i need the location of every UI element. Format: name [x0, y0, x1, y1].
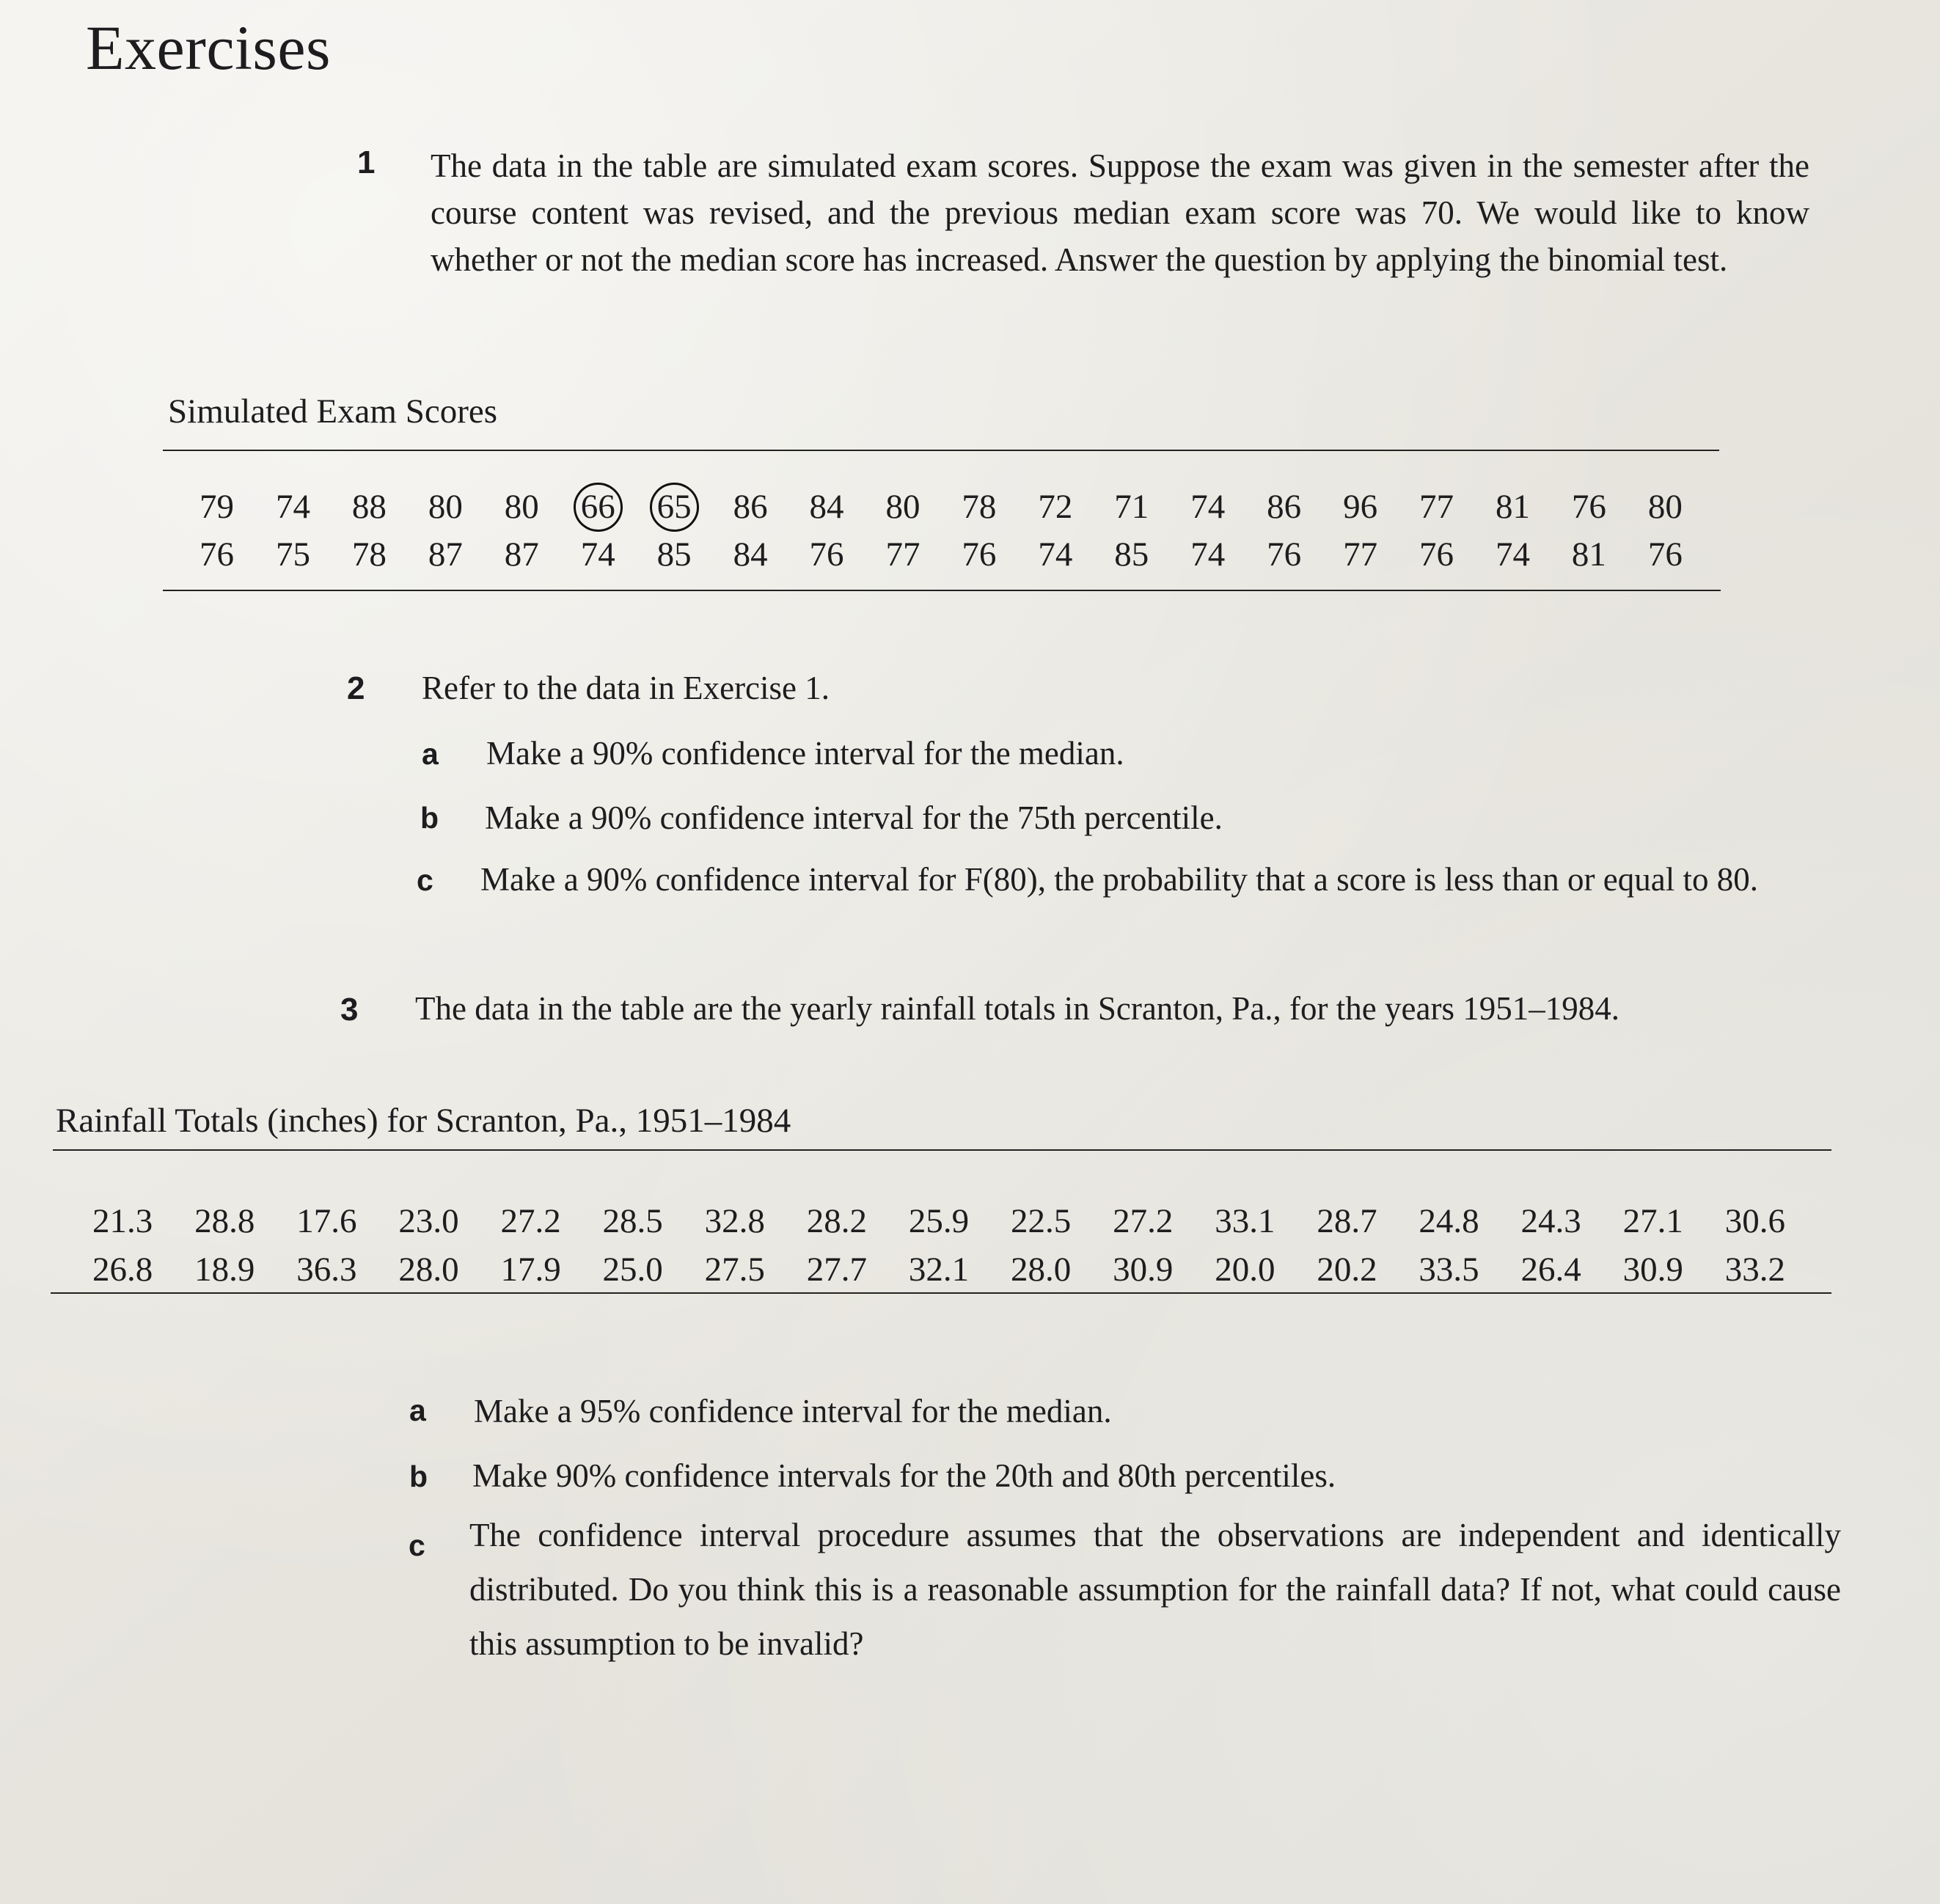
rainfall-cell: 28.8	[194, 1202, 255, 1240]
exam-scores-row-1	[200, 490, 1683, 524]
exercise-3-item-b-label: b	[409, 1460, 428, 1493]
exam-score-cell: 72	[1038, 488, 1073, 526]
exercise-2-item-a-label: a	[422, 737, 439, 771]
exam-score-cell: 74	[580, 535, 615, 574]
exam-score-cell: 79	[200, 488, 234, 526]
exercise-3-item-a-label: a	[409, 1394, 426, 1427]
rainfall-table-title: Rainfall Totals (inches) for Scranton, Pa., 1951–1984	[56, 1102, 791, 1140]
circled-exam-score-65: 65	[656, 488, 692, 526]
exam-scores-row-2	[200, 535, 1683, 574]
exam-score-cell: 76	[1419, 535, 1454, 574]
exercise-3-item-c-text: The confidence interval procedure assumes that the observations are independent and identically distributed. Do you think this is a reasonable assumption for the rainfall data? If not, what could cause this assumption to be invalid?	[469, 1517, 1841, 1662]
rainfall-cell: 25.9	[908, 1202, 970, 1240]
exercise-2-item-a-text: Make a 90% confidence interval for the median.	[486, 735, 1124, 772]
exam-score-cell: 78	[351, 535, 387, 574]
exam-score-cell: 80	[885, 488, 920, 526]
rainfall-cell: 26.8	[92, 1251, 153, 1289]
rainfall-cell: 27.2	[1113, 1202, 1174, 1240]
rainfall-cell: 32.1	[908, 1251, 970, 1289]
rainfall-cell: 30.9	[1622, 1251, 1683, 1289]
exam-score-cell: 80	[428, 488, 463, 526]
exercise-2-item-b-text: Make a 90% confidence interval for the 75th percentile.	[485, 799, 1223, 836]
exam-score-cell: 74	[1495, 535, 1530, 574]
exam-score-cell: 78	[962, 488, 997, 526]
exam-score-cell: 81	[1495, 488, 1530, 526]
page-title: Exercises	[86, 12, 332, 83]
exercise-3-item-b-text: Make 90% confidence intervals for the 20th and 80th percentiles.	[472, 1457, 1336, 1494]
rainfall-cell: 33.2	[1724, 1251, 1785, 1289]
exam-score-cell: 77	[1343, 535, 1378, 574]
rainfall-cell: 27.1	[1622, 1202, 1683, 1240]
exam-score-cell: 80	[1647, 488, 1683, 526]
rainfall-cell: 33.1	[1215, 1202, 1275, 1240]
rainfall-cell: 30.6	[1724, 1202, 1785, 1240]
rainfall-cell: 27.5	[704, 1251, 765, 1289]
exercise-1-text: The data in the table are simulated exam scores. Suppose the exam was given in the semester after the course content was revised, and the previous median exam score was 70. We would like to know whether or not the median score has increased. Answer the question by applying the binomial test.	[431, 147, 1809, 278]
rainfall-cell: 22.5	[1010, 1202, 1072, 1240]
exam-score-cell: 84	[809, 488, 844, 526]
rainfall-cell: 17.6	[296, 1202, 357, 1240]
exam-score-cell: 85	[656, 535, 692, 574]
rainfall-cell: 36.3	[296, 1251, 357, 1289]
exam-score-cell: 74	[1190, 488, 1226, 526]
exam-score-cell: 80	[504, 488, 539, 526]
rainfall-cell: 28.2	[806, 1202, 868, 1240]
exercise-2-item-c-text: Make a 90% confidence interval for F(80), the probability that a score is less than or equal to 80.	[480, 861, 1758, 898]
exercise-2-item-b-label: b	[420, 801, 439, 835]
exam-score-cell: 81	[1571, 535, 1606, 574]
exam-score-cell: 96	[1343, 488, 1378, 526]
rainfall-cell: 32.8	[704, 1202, 765, 1240]
exam-score-cell: 84	[733, 535, 768, 574]
exam-score-cell: 76	[809, 535, 844, 574]
exam-score-cell: 76	[1267, 535, 1302, 574]
rainfall-top-rule	[53, 1149, 1831, 1151]
exam-score-cell: 76	[962, 535, 997, 574]
rainfall-cell: 23.0	[398, 1202, 459, 1240]
exam-score-cell: 87	[428, 535, 463, 574]
exam-score-cell: 76	[200, 535, 234, 574]
rainfall-table	[92, 1204, 1785, 1287]
exam-score-cell: 71	[1114, 488, 1149, 526]
exam-scores-table-title: Simulated Exam Scores	[168, 392, 498, 431]
rainfall-cell: 18.9	[194, 1251, 255, 1289]
rainfall-cell: 27.2	[500, 1202, 561, 1240]
exercise-3-item-c-label: c	[409, 1528, 425, 1562]
rainfall-cell: 25.0	[602, 1251, 663, 1289]
exam-score-cell: 75	[275, 535, 310, 574]
exam-score-cell: 74	[1190, 535, 1226, 574]
exam-score-cell: 77	[1419, 488, 1454, 526]
rainfall-bottom-rule	[51, 1292, 1831, 1294]
exercise-2-number: 2	[347, 670, 365, 706]
exam-score-cell: 88	[351, 488, 387, 526]
rainfall-cell: 20.0	[1215, 1251, 1275, 1289]
rainfall-cell: 28.0	[1010, 1251, 1072, 1289]
rainfall-cell: 33.5	[1419, 1251, 1479, 1289]
rainfall-cell: 24.3	[1520, 1202, 1581, 1240]
exam-score-cell: 85	[1114, 535, 1149, 574]
rainfall-row-2	[92, 1253, 1785, 1287]
rainfall-row-1	[92, 1204, 1785, 1239]
exam-score-cell: 87	[504, 535, 539, 574]
rainfall-cell: 28.7	[1317, 1202, 1377, 1240]
exercise-2-item-c-label: c	[417, 863, 433, 897]
rainfall-cell: 26.4	[1520, 1251, 1581, 1289]
rainfall-cell: 28.5	[602, 1202, 663, 1240]
exercise-3-text: The data in the table are the yearly rainfall totals in Scranton, Pa., for the years 1951–1984.	[415, 990, 1619, 1027]
exercise-3-number: 3	[340, 992, 359, 1028]
exam-scores-top-rule	[163, 450, 1719, 451]
exam-score-cell: 86	[733, 488, 768, 526]
rainfall-cell: 27.7	[806, 1251, 868, 1289]
rainfall-cell: 28.0	[398, 1251, 459, 1289]
rainfall-cell: 24.8	[1419, 1202, 1479, 1240]
exam-score-cell: 76	[1647, 535, 1683, 574]
exercise-3-item-a-text: Make a 95% confidence interval for the median.	[474, 1393, 1112, 1429]
exam-score-cell: 76	[1571, 488, 1606, 526]
rainfall-cell: 21.3	[92, 1202, 153, 1240]
rainfall-cell: 30.9	[1113, 1251, 1174, 1289]
exam-score-cell: 77	[885, 535, 920, 574]
exercise-2-intro: Refer to the data in Exercise 1.	[422, 670, 830, 706]
exam-score-cell: 86	[1267, 488, 1302, 526]
rainfall-cell: 17.9	[500, 1251, 561, 1289]
exam-score-cell: 74	[275, 488, 310, 526]
exam-score-cell: 74	[1038, 535, 1073, 574]
rainfall-cell: 20.2	[1317, 1251, 1377, 1289]
exam-scores-bottom-rule	[163, 590, 1721, 591]
exercise-1-number: 1	[357, 144, 376, 180]
circled-exam-score-66: 66	[580, 488, 615, 526]
exam-scores-table	[200, 490, 1683, 572]
